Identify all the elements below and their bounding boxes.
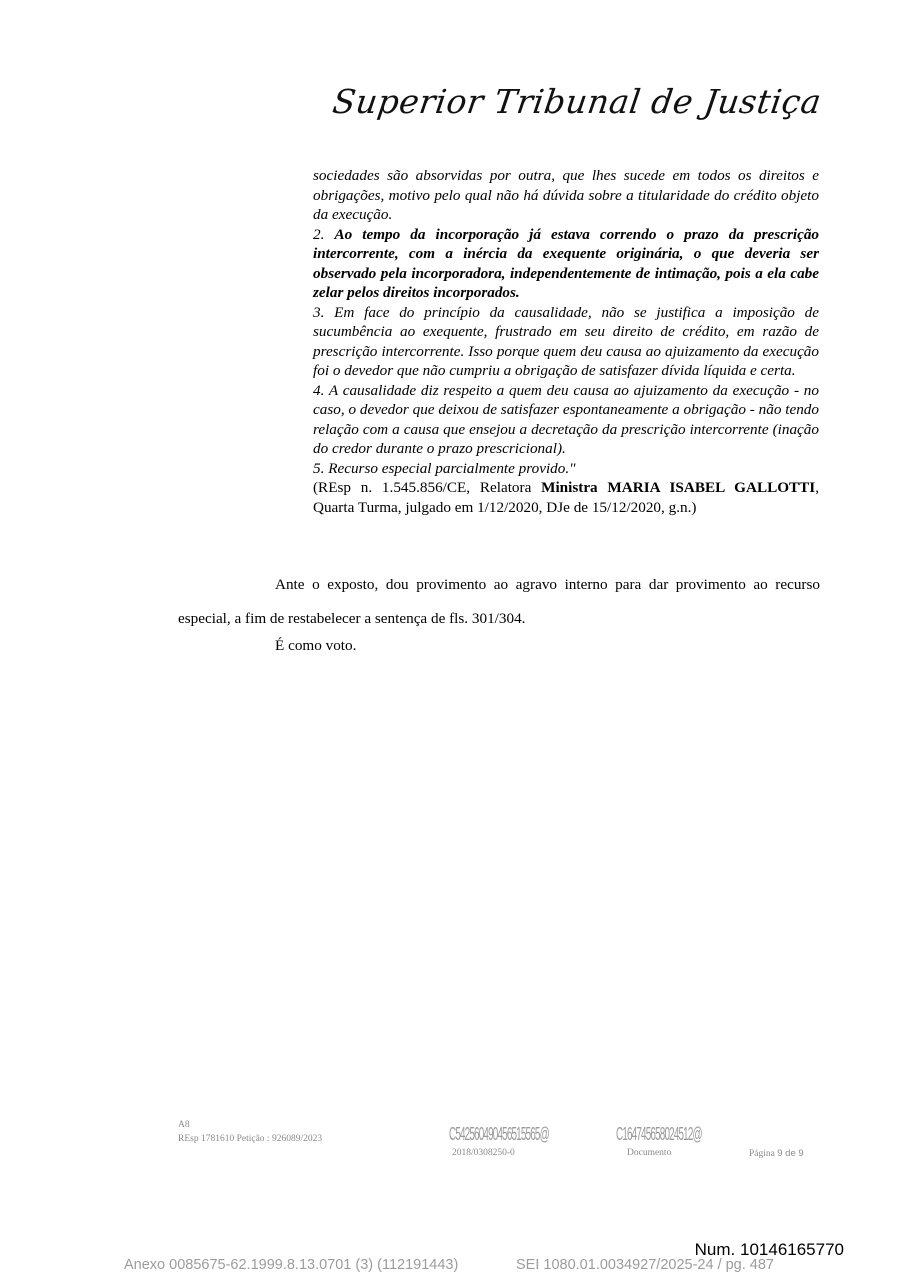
citation xyxy=(313,478,819,517)
footer-page-value: 9 de 9 xyxy=(777,1148,804,1159)
quote-paragraph-4: 4. A causalidade diz respeito a quem deu causa ao ajuizamento da execução - no caso, o devedor que deixou de satisfazer espontaneamente a obrigação - não tendo relação com a causa que ensejou a decretação da prescrição intercorrente (inação do credor durante o prazo prescricional). xyxy=(313,381,819,457)
barcode-1: C542560490456515565@ xyxy=(449,1124,549,1144)
quote-paragraph-1: sociedades são absorvidas por outra, que lhes sucede em todos os direitos e obrigações, motivo pelo qual não há dúvida sobre a titularidade do crédito objeto da execução. xyxy=(313,167,819,223)
quote-p2-number: 2. xyxy=(313,225,325,243)
closing-paragraph: É como voto. xyxy=(275,637,357,654)
footer-resp: REsp 1781610 Petição : 926089/2023 xyxy=(178,1134,323,1144)
footer-document-label: Documento xyxy=(627,1148,672,1158)
citation-end: , Quarta Turma, julgado em 1/12/2020, DJe de 15/12/2020, g.n.) xyxy=(313,479,820,516)
quote-paragraph-2 xyxy=(313,225,819,303)
footer-process-number: 2018/0308250-0 xyxy=(452,1148,515,1158)
document-num-stamp: Num. 10146165770 xyxy=(694,1240,844,1259)
footer-code: A8 xyxy=(178,1120,190,1130)
barcode-2: C164745658024512@ xyxy=(616,1124,702,1144)
court-header-title: Superior Tribunal de Justiça xyxy=(330,82,824,121)
conclusion-paragraph: Ante o exposto, dou provimento ao agravo interno para dar provimento ao recurso especial, a fim de restabelecer a sentença de fls. 301/304. xyxy=(178,576,820,627)
sei-stamp: SEI 1080.01.0034927/2025-24 / pg. 487 xyxy=(516,1257,774,1273)
citation-start: (REsp n. 1.545.856/CE, Relatora xyxy=(313,479,542,496)
quote-p2-bold: Ao tempo da incorporação já estava correndo o prazo da prescrição intercorrente, com a inércia da exequente originária, o que deveria ser observado pela incorporadora, independentemente de intimação, pois a ela cabe zelar pelos direitos incorporados. xyxy=(313,225,820,301)
annex-stamp: Anexo 0085675-62.1999.8.13.0701 (3) (112191443) xyxy=(124,1257,459,1273)
quoted-jurisprudence xyxy=(313,166,819,517)
footer-page-label: Página xyxy=(749,1149,775,1159)
quote-paragraph-3: 3. Em face do princípio da causalidade, não se justifica a imposição de sucumbência ao exequente, frustrado em seu direito de crédito, em razão de prescrição intercorrente. Isso porque quem deu causa ao ajuizamento da execução foi o devedor que não cumpriu a obrigação de satisfazer dívida líquida e certa. xyxy=(313,303,819,379)
citation-minister: Ministra MARIA ISABEL GALLOTTI xyxy=(541,479,816,496)
footer-page xyxy=(749,1148,804,1159)
quote-paragraph-5: 5. Recurso especial parcialmente provido." xyxy=(313,459,576,477)
